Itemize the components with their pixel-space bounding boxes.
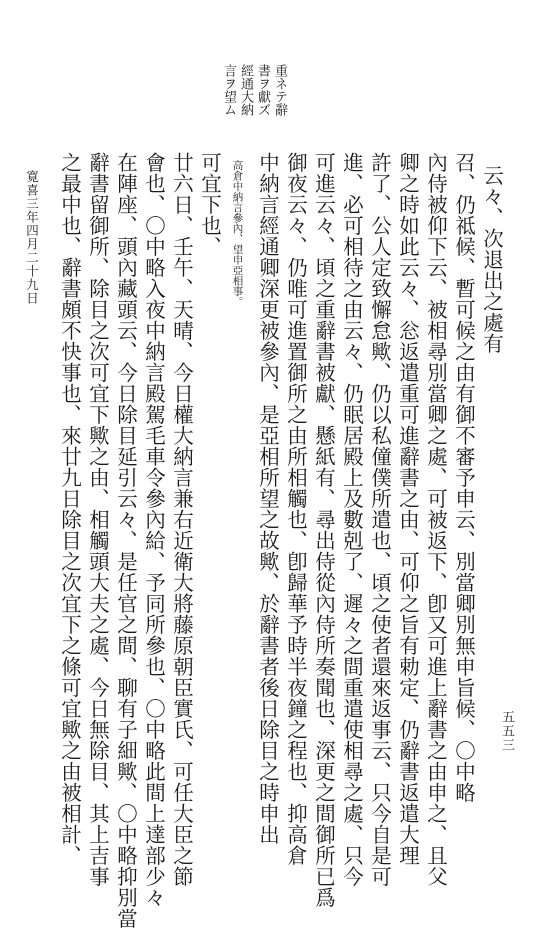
running-head: 寛喜三年四月二十九日	[24, 170, 40, 305]
text-column: 中納言經通卿深更被參內、是亞相所望之故歟、於辭書者後日除目之時申出	[255, 152, 280, 845]
text-column: 內侍被仰下云、被相尋別當卿之處、可被返下、卽又可進上辭書之由申之、且父	[423, 152, 448, 887]
text-column: 進、必可相待之由云々、仍眠居殿上及數剋了、遲々之間重遣使相尋之處、只今	[339, 152, 364, 887]
text-column: 云々、次退出之處有	[479, 165, 504, 354]
page-number: 五五三	[499, 710, 514, 752]
text-column: 可進云々、頃之重辭書被獻、懸紙有、尋出侍從內侍所奏聞也、深更之間御所已爲	[311, 152, 336, 908]
margin-head: 言ヲ望ム	[221, 64, 236, 116]
text-column: 之最中也、辭書頗不快事也、來廿九日除目之次宜下之條可宜歟之由被相計、	[57, 152, 82, 866]
margin-head: 書ヲ獻ズ	[255, 64, 270, 116]
text-column: 可宜下也、	[197, 152, 222, 257]
text-column: 會也、〇中略入夜中納言殿駕毛車令參內給、予同所參也、〇中略此間上達部少々	[141, 152, 166, 908]
margin-head: 重ネテ辭	[272, 64, 287, 116]
text-column: 許了、公人定致懈怠歟、仍以私僮僕所遣也、頃之使者還來返事云、只今自是可	[367, 152, 392, 887]
text-column: 卿之時如此云々、忩返遣重可進辭書之由、可仰之旨有勅定、仍辭書返遣大理	[395, 152, 420, 866]
text-column: 廿六日、壬午、天晴、今日權大納言兼右近衛大將藤原朝臣實氏、可任大臣之節	[169, 152, 194, 887]
text-column: 御夜云々、仍唯可進置御所之由所相觸也、卽歸華予時半夜鐘之程也、抑高倉	[283, 152, 308, 866]
interlinear-note: 高倉中納言參內、望申亞相事。	[231, 160, 244, 307]
text-column: 召、仍祗候、暫可候之由有御不審予申云、別當卿別無申旨候、〇中略	[451, 152, 476, 803]
margin-head: 經通大納	[238, 64, 253, 116]
text-column: 在陣座、頭內藏頭云、今日除目延引云々、是任官之間、聊有子細歟、〇中略抑別當	[113, 152, 138, 929]
text-column: 辭書留御所、除目之次可宜下歟之由、相觸頭大夫之處、今日無除目、其上吉事	[85, 152, 110, 887]
